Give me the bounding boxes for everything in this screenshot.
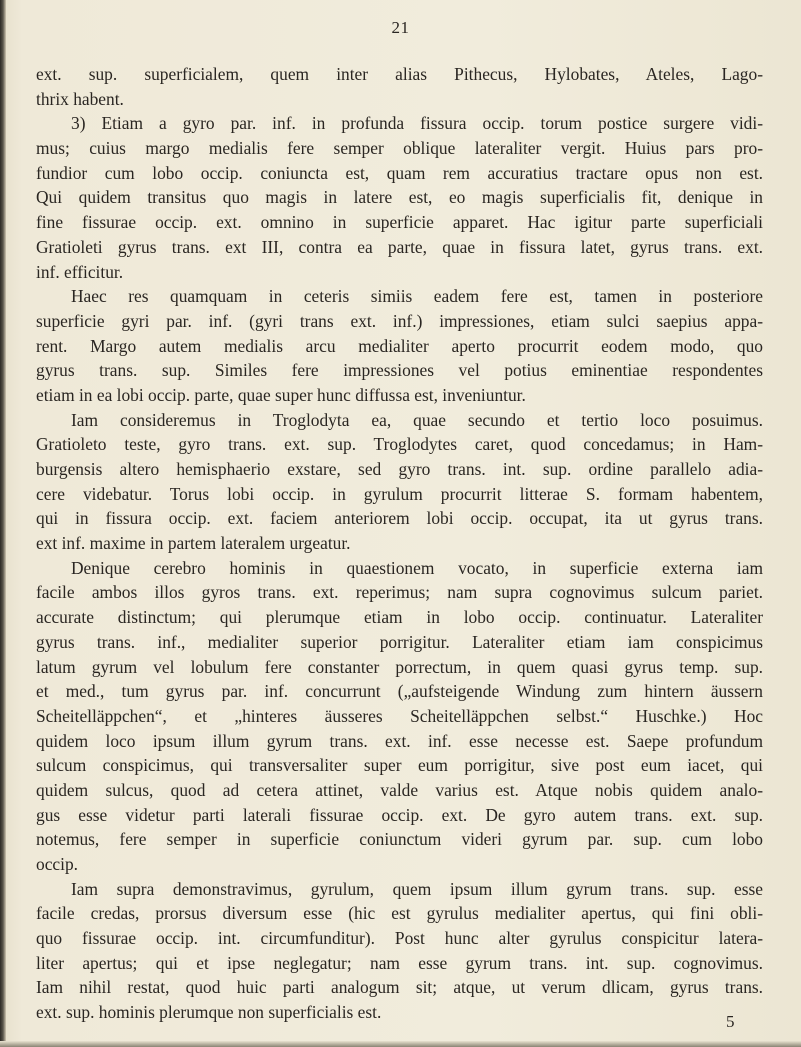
text-line: quidem loco ipsum illum gyrum trans. ext. inf. esse necesse est. Saepe profundum [36, 730, 763, 751]
text-line: et med., tum gyrus par. inf. concurrunt („aufsteigende Windung zum hintern äussern [36, 681, 763, 702]
text-line: Denique cerebro hominis in quaestionem vocato, in superficie externa iam [71, 557, 763, 578]
text-line: superficie gyri par. inf. (gyri trans ext. inf.) impressiones, etiam sulci saepius appa- [36, 310, 763, 331]
text-line: Haec res quamquam in ceteris simiis eadem fere est, tamen in posteriore [71, 286, 763, 307]
text-line: etiam in ea lobi occip. parte, quae super hunc diffussa est, inveniuntur. [36, 384, 526, 405]
text-line: gyrus trans. inf., medialiter superior porrigitur. Lateraliter etiam iam conspicimus [36, 631, 763, 652]
text-line: qui in fissura occip. ext. faciem anteriorem lobi occip. occupat, ita ut gyrus trans. [36, 508, 763, 529]
page-bottom-edge [0, 1041, 801, 1047]
text-line: notemus, fere semper in superficie coniunctum videri gyrum par. sup. cum lobo [36, 829, 763, 850]
text-line: cere videbatur. Torus lobi occip. in gyrulum procurrit litterae S. formam habentem, [36, 483, 763, 504]
text-line: quidem sulcus, quod ad cetera attinet, valde varius est. Atque nobis quidem analo- [36, 779, 763, 800]
text-line: inf. efficitur. [36, 261, 124, 282]
text-line: Iam consideremus in Troglodyta ea, quae secundo et tertio loco posuimus. [71, 409, 763, 430]
text-line: sulcum conspicimus, qui transversaliter super eum porrigitur, sive post eum iacet, qui [36, 755, 763, 776]
signature-mark: 5 [726, 1012, 735, 1031]
text-line: mus; cuius margo medialis fere semper oblique lateraliter vergit. Huius pars pro- [36, 138, 763, 159]
text-line: Gratioleti gyrus trans. ext III, contra ea parte, quae in fissura latet, gyrus trans. ext. [36, 236, 763, 257]
text-line: Iam supra demonstravimus, gyrulum, quem ipsum illum gyrum trans. sup. esse [71, 878, 763, 899]
text-line: burgensis altero hemisphaerio exstare, sed gyro trans. int. sup. ordine parallelo adia- [36, 459, 763, 479]
text-line: facile credas, prorsus diversum esse (hic est gyrulus medialiter apertus, qui fini obli- [36, 903, 763, 924]
text-line: facile ambos illos gyros trans. ext. reperimus; nam supra cognovimus sulcum pariet. [36, 582, 763, 603]
text-line: ext inf. maxime in partem lateralem urgeatur. [36, 533, 351, 554]
text-line: quo fissurae occip. int. circumfunditur). Post hunc alter gyrulus conspicitur latera- [36, 928, 763, 949]
body-text [36, 62, 763, 1025]
page-number: 21 [391, 18, 410, 37]
text-line: Scheitelläppchen“, et „hinteres äusseres Scheitelläppchen selbst.“ Huschke.) Hoc [36, 705, 763, 726]
text-line: 3) Etiam a gyro par. inf. in profunda fissura occip. torum postice surgere vidi- [71, 113, 763, 134]
text-line: Gratioleto teste, gyro trans. ext. sup. Troglodytes caret, quod concedamus; in Ham- [36, 434, 763, 455]
text-line: Iam nihil restat, quod huic parti analogum sit; atque, ut verum dlicam, gyrus trans. [36, 977, 763, 998]
text-line: ext. sup. superficialem, quem inter alias Pithecus, Hylobates, Ateles, Lago- [36, 64, 763, 84]
text-line: occip. [36, 854, 79, 874]
text-line: accurate distinctum; qui plerumque etiam in lobo occip. continuatur. Lateraliter [36, 607, 763, 628]
text-line: fine fissurae occip. ext. omnino in superficie apparet. Hac igitur parte superficiali [36, 212, 763, 233]
text-line: gyrus trans. sup. Similes fere impressiones vel potius eminentiae respondentes [36, 360, 763, 381]
text-line: latum gyrum vel lobulum fere constanter porrectum, in quem quasi gyrus temp. sup. [36, 656, 763, 677]
text-line: ext. sup. hominis plerumque non superficialis est. [36, 1002, 382, 1023]
text-line: rent. Margo autem medialis arcu medialiter aperto procurrit eodem modo, quo [36, 335, 763, 356]
text-line: gus esse videtur parti laterali fissurae occip. ext. De gyro autem trans. ext. sup. [36, 804, 763, 825]
text-line: Qui quidem transitus quo magis in latere est, eo magis superficialis fit, denique in [36, 187, 763, 208]
text-line: thrix habent. [36, 88, 124, 109]
text-line: liter apertus; qui et ipse neglegatur; nam esse gyrum trans. int. sup. cognovimus. [36, 952, 763, 973]
text-line: fundior cum lobo occip. coniuncta est, quam rem accuratius tractare opus non est. [36, 162, 763, 183]
page-binding-edge [0, 0, 6, 1047]
